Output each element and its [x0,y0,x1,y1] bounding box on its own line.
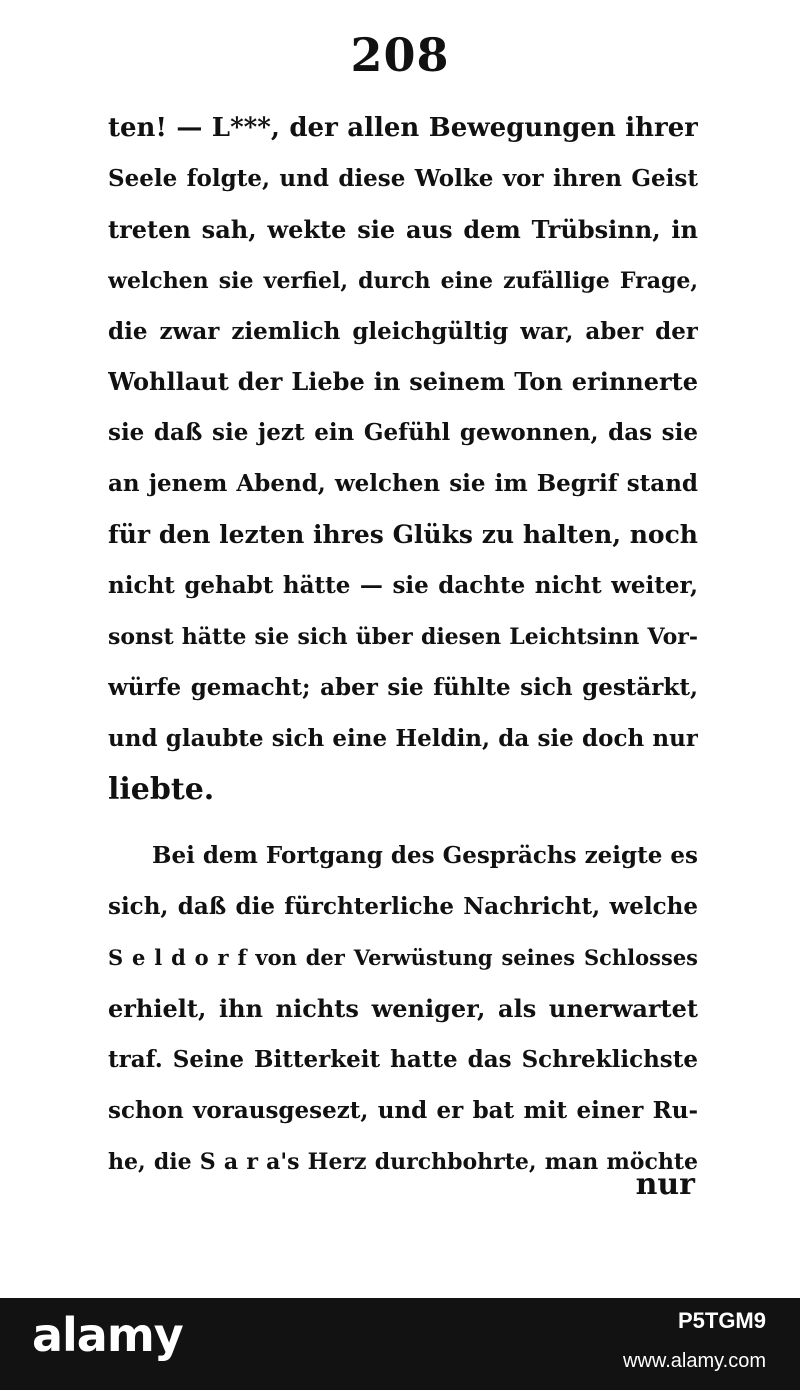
text-line: die zwar ziemlich gleichgültig war, aber der [108,317,698,345]
text-line: sich, daß die fürchterliche Nachricht, welche [108,893,698,921]
text-line: sie daß sie jezt ein Gefühl gewonnen, das sie [108,419,698,447]
page-text [108,103,698,1188]
text-line: Seele folgte, und diese Wolke vor ihren Geist [108,164,698,192]
text-line: treten sah, wekte sie aus dem Trübsinn, in [108,214,698,244]
text-line: für den lezten ihres Glüks zu halten, noch [108,520,698,550]
text-line: welchen sie verfiel, durch eine zufällige Frage, [108,267,698,294]
text-line: Bei dem Fortgang des Gesprächs zeigte es [152,842,698,870]
alamy-logo: alamy [32,1308,183,1362]
image-id: P5TGM9 [677,1308,766,1333]
text-line: Wohllaut der Liebe in seinem Ton erinnerte [108,367,698,397]
text-line: ten! — L***, der allen Bewegungen ihrer [108,113,698,143]
text-line: schon vorausgesezt, und er bat mit einer Ru- [108,1096,698,1124]
text-line: würfe gemacht; aber sie fühlte sich gestärkt, [108,673,698,701]
text-line: nicht gehabt hätte — sie dachte nicht weiter, [108,572,698,600]
site-url: www.alamy.com [623,1350,766,1372]
text-line: und glaubte sich eine Heldin, da sie doch nur [108,724,698,752]
text-line: S e l d o r f von der Verwüstung seines Schlosses [108,945,698,971]
page-number: 208 [350,28,450,82]
paragraph-gap [108,815,698,831]
text-line: sonst hätte sie sich über diesen Leichtsinn Vor- [108,623,698,650]
text-line: erhielt, ihn nichts weniger, als unerwartet [108,994,698,1024]
text-line: he, die S a r a's Herz durchbohrte, man möchte [108,1148,698,1175]
catchword: nur [635,1167,695,1202]
stock-footer-bar [0,1298,800,1390]
text-line: liebte. [108,771,215,807]
text-line: traf. Seine Bitterkeit hatte das Schreklichste [108,1046,698,1074]
text-line: an jenem Abend, welchen sie im Begrif stand [108,470,698,498]
